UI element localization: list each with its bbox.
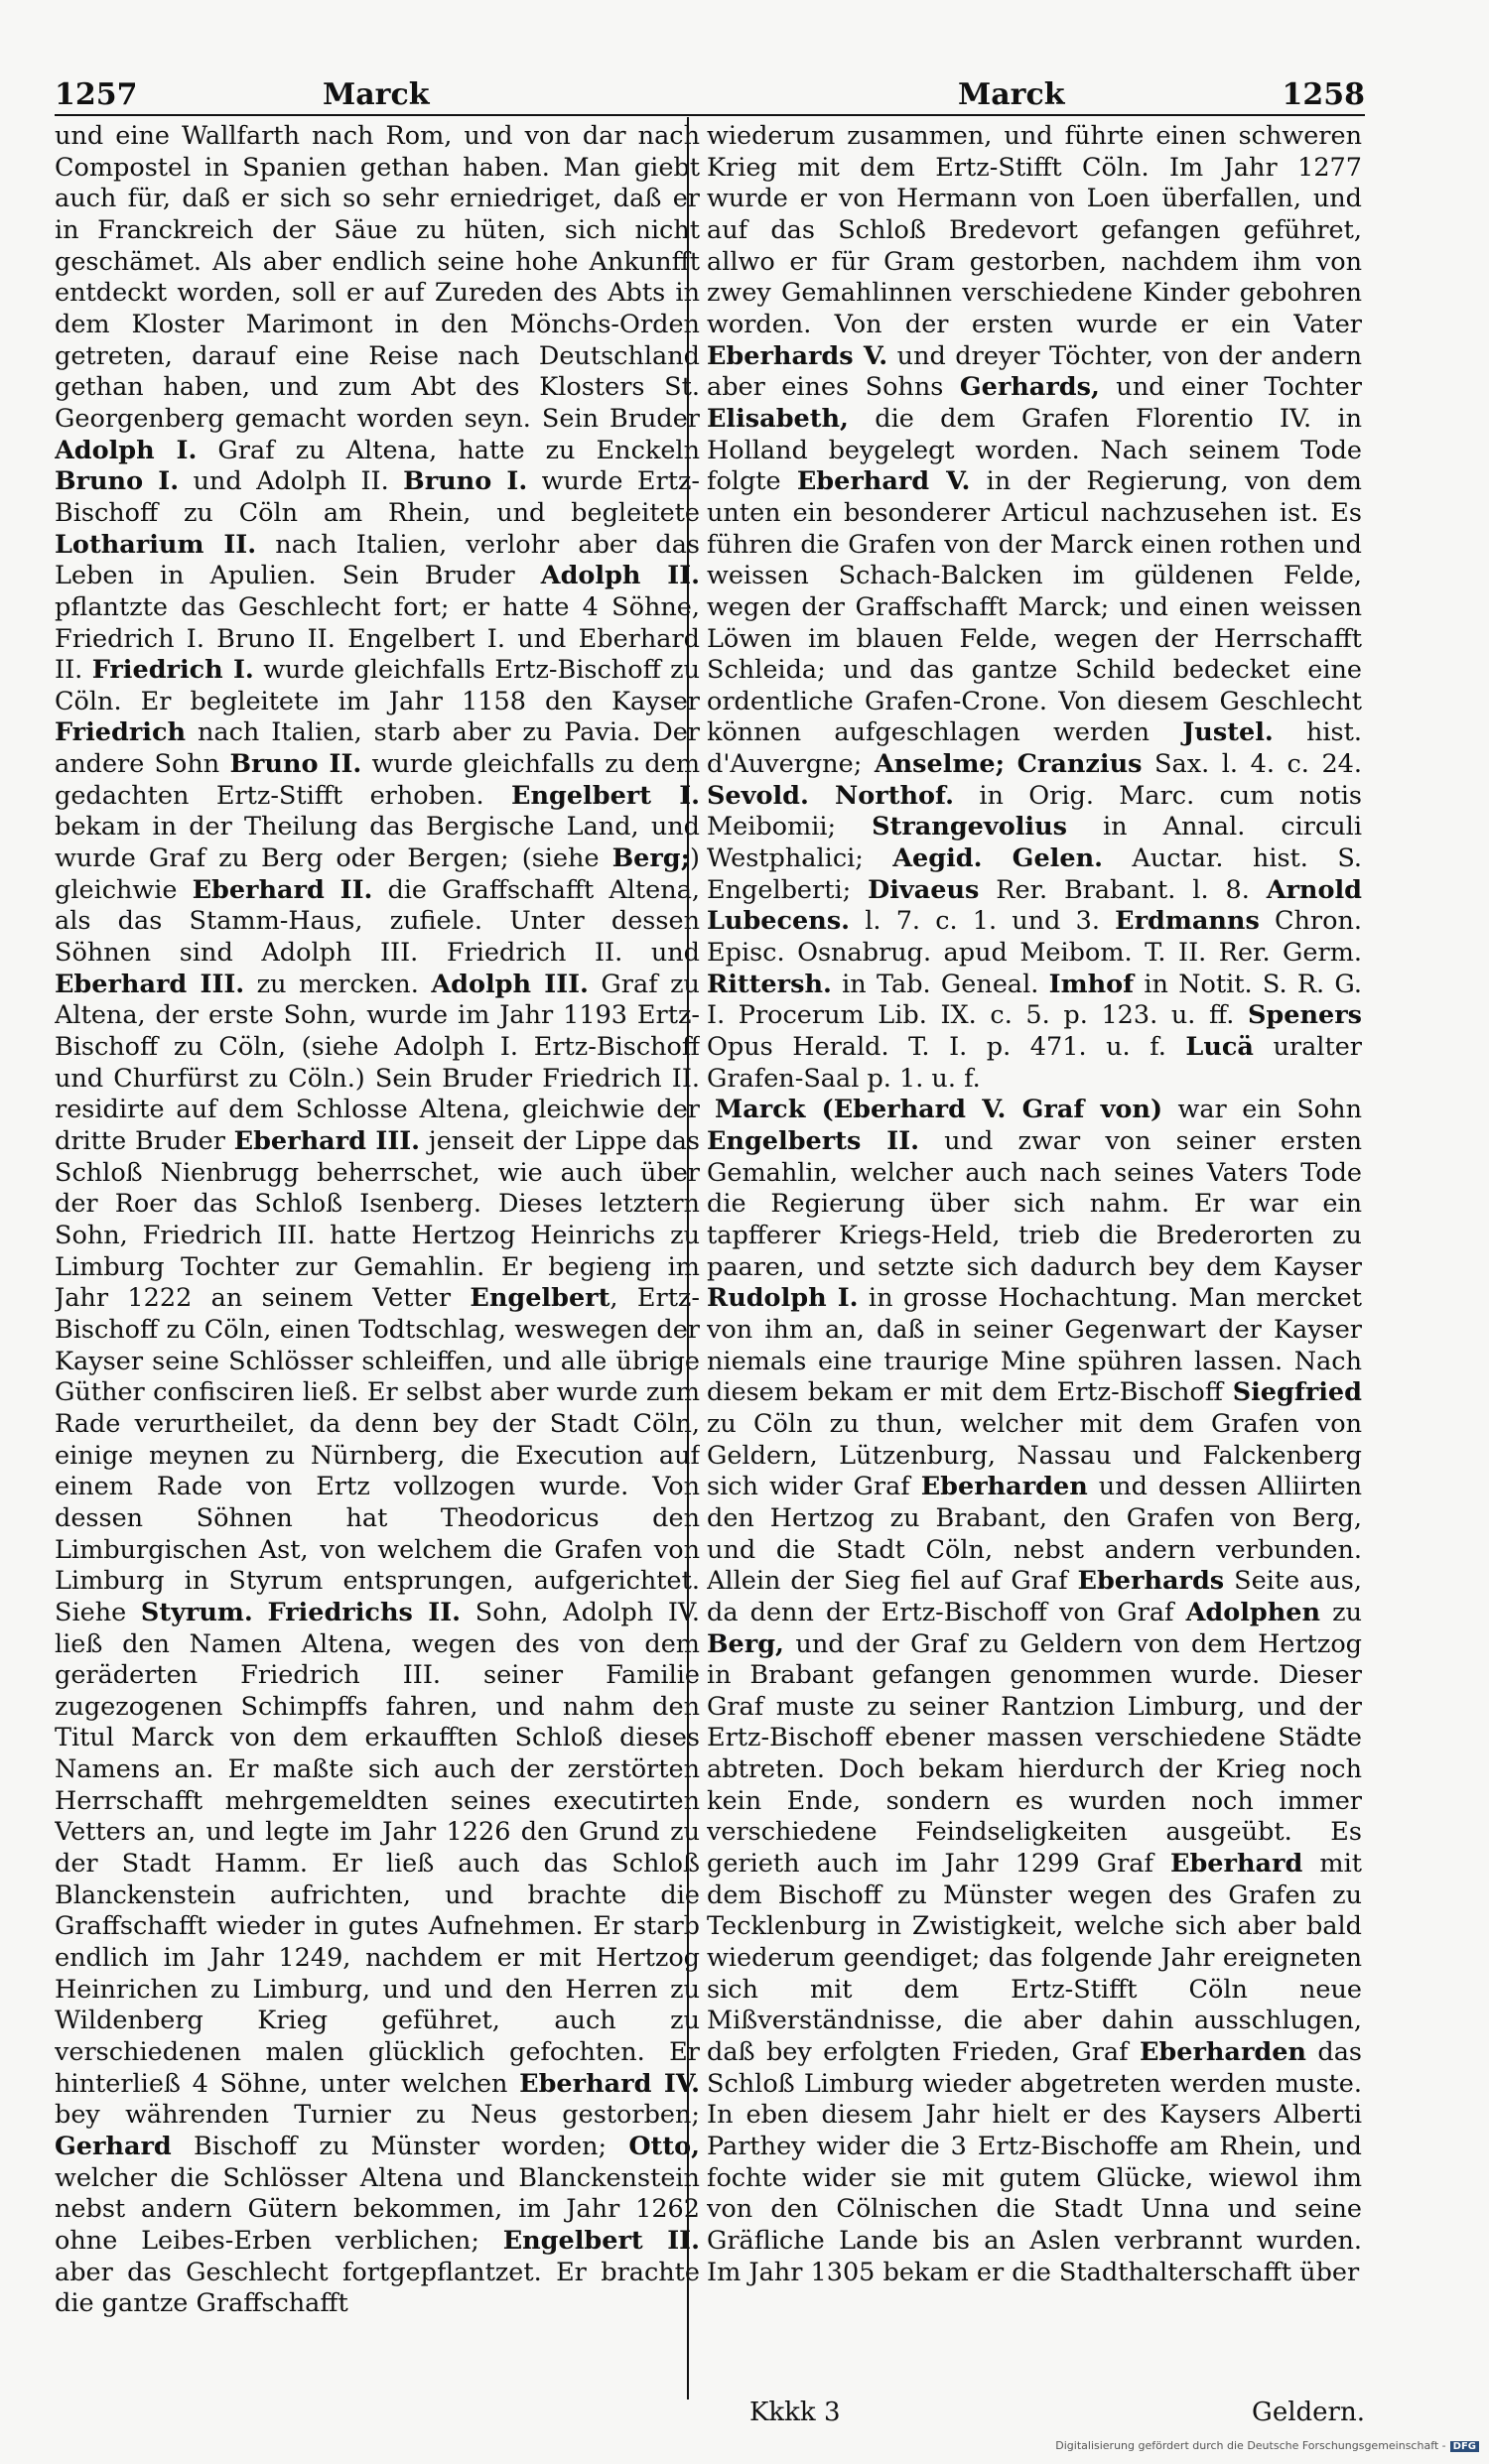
entry-title: Marck (Eberhard V. Graf von) bbox=[715, 1095, 1163, 1125]
page-number-left: 1257 bbox=[55, 77, 138, 112]
paragraph-continued: wiederum zusammen, und führte einen schweren Krieg mit dem Ertz-Stifft Cöln. Im Jahr 1277 wurde er von Hermann von Loen überfallen, und auf das Schloß Bredevort gefangen geführet, allwo er für Gram gestorben, nachdem ihm von zwey Gemahlinnen verschiedene Kinder gebohren worden. Von der ersten wurde er ein Vater Eberhards V. und dreyer Töchter, von der andern aber eines Sohns Gerhards, und einer Tochter Elisabeth, die dem Grafen Florentio IV. in Holland beygelegt worden. Nach seinem Tode folgte Eberhard V. in der Regierung, von dem unten ein besonderer Articul nachzusehen ist. Es führen die Grafen von der Marck einen rothen und weissen Schach-Balcken im güldenen Felde, wegen der Graffschafft Marck; und einen weissen Löwen im blauen Felde, wegen der Herrschafft Schleida; und das gantze Schild bedecket eine ordentliche Grafen-Crone. Von diesem Geschlecht können aufgeschlagen werden Justel. hist. d'Auvergne; Anselme; Cranzius Sax. l. 4. c. 24. Sevold. Northof. in Orig. Marc. cum notis Meibomii; Strangevolius in Annal. circuli Westphalici; Aegid. Gelen. Auctar. hist. S. Engelberti; Divaeus Rer. Brabant. l. 8. Arnold Lubecens. l. 7. c. 1. und 3. Erdmanns Chron. Episc. Osnabrug. apud Meibom. T. II. Rer. Germ. Rittersh. in Tab. Geneal. Imhof in Notit. S. R. G. I. Procerum Lib. IX. c. 5. p. 123. u. ff. Speners Opus Herald. T. I. p. 471. u. f. Lucä uralter Grafen-Saal p. 1. u. f. bbox=[707, 121, 1362, 1094]
running-head-right: Marck bbox=[958, 77, 1065, 112]
digitization-credit bbox=[1042, 2439, 1479, 2459]
dictionary-entry: Marck (Eberhard V. Graf von) war ein Sohn Engelberts II. und zwar von seiner ersten Gemahlin, welcher auch nach seines Vaters Tode die Regierung über sich nahm. Er war ein tapfferer Kriegs-Held, trieb die Brederorten zu paaren, und setzte sich dadurch bey dem Kayser Rudolph I. in grosse Hochachtung. Man mercket von ihm an, daß in seiner Gegenwart der Kayser niemals eine traurige Mine spühren lassen. Nach diesem bekam er mit dem Ertz-Bischoff Siegfried zu Cöln zu thun, welcher mit dem Grafen von Geldern, Lützenburg, Nassau und Falckenberg sich wider Graf Eberharden und dessen Alliirten den Hertzog zu Brabant, den Grafen von Berg, und die Stadt Cöln, nebst andern verbunden. Allein der Sieg fiel auf Graf Eberhards Seite aus, da denn der Ertz-Bischoff von Graf Adolphen zu Berg, und der Graf zu Geldern von dem Hertzog in Brabant gefangen genommen wurde. Dieser Graf muste zu seiner Rantzion Limburg, und der Ertz-Bischoff ebener massen verschiedene Städte abtreten. Doch bekam hierdurch der Krieg noch kein Ende, sondern es wurden noch immer verschiedene Feindseligkeiten ausgeübt. Es gerieth auch im Jahr 1299 Graf Eberhard mit dem Bischoff zu Münster wegen des Grafen zu Tecklenburg in Zwistigkeit, welche sich aber bald wiederum geendiget; das folgende Jahr ereigneten sich mit dem Ertz-Stifft Cöln neue Mißverständnisse, die aber dahin ausschlugen, daß bey erfolgten Frieden, Graf Eberharden das Schloß Limburg wieder abgetreten werden muste. In eben diesem Jahr hielt er des Kaysers Alberti Parthey wider die 3 Ertz-Bischoffe am Rhein, und fochte wider sie mit gutem Glücke, wiewol ihm von den Cölnischen die Stadt Unna und seine Gräfliche Lande bis an Aslen verbrannt wurden. Im Jahr 1305 bekam er die Stadthalterschafft über bbox=[707, 1095, 1362, 2287]
left-column bbox=[55, 121, 700, 2394]
running-head-left: Marck bbox=[323, 77, 430, 112]
paragraph-continued: und eine Wallfarth nach Rom, und von dar nach Compostel in Spanien gethan haben. Man giebt auch für, daß er sich so sehr erniedriget, daß er in Franckreich der Säue zu hüten, sich nicht geschämet. Als aber endlich seine hohe Ankunfft entdeckt worden, soll er auf Zureden des Abts in dem Kloster Marimont in den Mönchs-Orden getreten, darauf eine Reise nach Deutschland gethan haben, und zum Abt des Klosters St. Georgenberg gemacht worden seyn. Sein Bruder Adolph I. Graf zu Altena, hatte zu Enckeln Bruno I. und Adolph II. Bruno I. wurde Ertz-Bischoff zu Cöln am Rhein, und begleitete Lotharium II. nach Italien, verlohr aber das Leben in Apulien. Sein Bruder Adolph II. pflantzte das Geschlecht fort; er hatte 4 Söhne, Friedrich I. Bruno II. Engelbert I. und Eberhard II. Friedrich I. wurde gleichfalls Ertz-Bischoff zu Cöln. Er begleitete im Jahr 1158 den Kayser Friedrich nach Italien, starb aber zu Pavia. Der andere Sohn Bruno II. wurde gleichfalls zu dem gedachten Ertz-Stifft erhoben. Engelbert I. bekam in der Theilung das Bergische Land, und wurde Graf zu Berg oder Bergen; (siehe Berg;) gleichwie Eberhard II. die Graffschafft Altena, als das Stamm-Haus, zufiele. Unter dessen Söhnen sind Adolph III. Friedrich II. und Eberhard III. zu mercken. Adolph III. Graf zu Altena, der erste Sohn, wurde im Jahr 1193 Ertz-Bischoff zu Cöln, (siehe Adolph I. Ertz-Bischoff und Churfürst zu Cöln.) Sein Bruder Friedrich II. residirte auf dem Schlosse Altena, gleichwie der dritte Bruder Eberhard III. jenseit der Lippe das Schloß Nienbrugg beherrschet, wie auch über der Roer das Schloß Isenberg. Dieses letztern Sohn, Friedrich III. hatte Hertzog Heinrichs zu Limburg Tochter zur Gemahlin. Er begieng im Jahr 1222 an seinem Vetter Engelbert, Ertz-Bischoff zu Cöln, einen Todtschlag, weswegen der Kayser seine Schlösser schleiffen, und alle übrige Güther confisciren ließ. Er selbst aber wurde zum Rade verurtheilet, da denn bey der Stadt Cöln, einige meynen zu Nürnberg, die Execution auf einem Rade von Ertz vollzogen wurde. Von dessen Söhnen hat Theodoricus den Limburgischen Ast, von welchem die Grafen von Limburg in Styrum entsprungen, aufgerichtet. Siehe Styrum. Friedrichs II. Sohn, Adolph IV. ließ den Namen Altena, wegen des von dem geräderten Friedrich III. seiner Familie zugezogenen Schimpffs fahren, und nahm den Titul Marck von dem erkaufften Schloß dieses Namens an. Er maßte sich auch der zerstörten Herrschafft mehrgemeldten seines executirten Vetters an, und legte im Jahr 1226 den Grund zu der Stadt Hamm. Er ließ auch das Schloß Blanckenstein aufrichten, und brachte die Graffschafft wieder in gutes Aufnehmen. Er starb endlich im Jahr 1249, nachdem er mit Hertzog Heinrichen zu Limburg, und und den Herren zu Wildenberg Krieg geführet, auch zu verschiedenen malen glücklich gefochten. Er hinterließ 4 Söhne, unter welchen Eberhard IV. bey währenden Turnier zu Neus gestorben; Gerhard Bischoff zu Münster worden; Otto, welcher die Schlösser Altena und Blanckenstein nebst andern Gütern bekommen, im Jahr 1262 ohne Leibes-Erben verblichen; Engelbert II. aber das Geschlecht fortgepflantzet. Er brachte die gantze Graffschafft bbox=[55, 121, 700, 2319]
signature-mark: Kkkk 3 bbox=[749, 2398, 841, 2427]
credit-text: Digitalisierung gefördert durch die Deutsche Forschungsgemeinschaft - bbox=[1055, 2439, 1446, 2452]
page-header bbox=[55, 77, 1365, 117]
page-number-right: 1258 bbox=[1282, 77, 1365, 112]
header-rule bbox=[55, 114, 1365, 116]
page-footer bbox=[55, 2398, 1365, 2437]
dfg-logo: DFG bbox=[1450, 2441, 1479, 2452]
catchword: Geldern. bbox=[1252, 2398, 1365, 2427]
right-column bbox=[707, 121, 1362, 2394]
